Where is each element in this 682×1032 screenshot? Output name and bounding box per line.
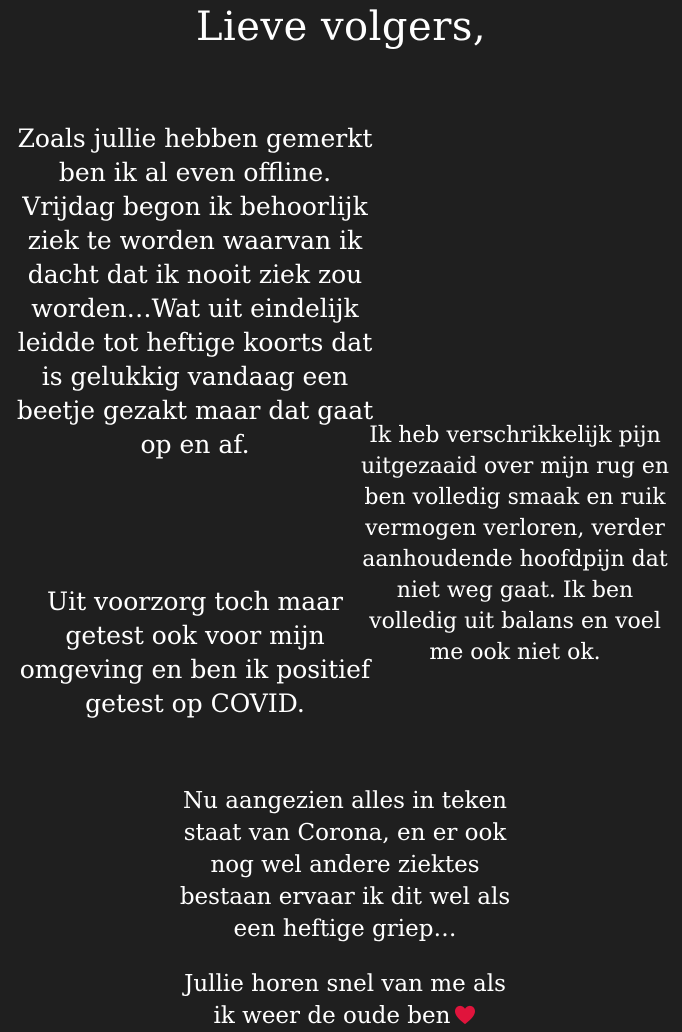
paragraph-closing xyxy=(170,968,520,1032)
text-line: dacht dat ik nooit ziek zou xyxy=(27,260,363,289)
text-line: niet weg gaat. Ik ben xyxy=(396,578,634,603)
text-line-with-emoji xyxy=(170,1000,520,1032)
text-line: aanhoudende hoofdpijn dat xyxy=(362,547,668,572)
text-line: nog wel andere ziektes xyxy=(210,852,480,878)
text-line: ben volledig smaak en ruik xyxy=(364,485,666,510)
text-line: omgeving en ben ik positief xyxy=(19,655,371,684)
post-title: Lieve volgers, xyxy=(195,4,487,50)
text-line: beetje gezakt maar dat gaat xyxy=(16,396,374,425)
text-line-text: ik weer de oude ben xyxy=(213,1003,451,1029)
text-line: Jullie horen snel van me als xyxy=(184,971,506,997)
text-line: staat van Corona, en er ook xyxy=(183,820,507,846)
text-line: uitgezaaid over mijn rug en xyxy=(360,454,670,479)
text-line: leidde tot heftige koorts dat xyxy=(17,328,373,357)
text-line: Ik heb verschrikkelijk pijn xyxy=(369,423,661,448)
text-line: Vrijdag begon ik behoorlijk xyxy=(22,192,368,221)
heart-icon xyxy=(454,1005,476,1025)
text-line: ben ik al even offline. xyxy=(58,158,332,187)
text-line: ziek te worden waarvan ik xyxy=(27,226,363,255)
text-line: bestaan ervaar ik dit wel als xyxy=(179,884,511,910)
text-line: worden…Wat uit eindelijk xyxy=(31,294,359,323)
text-line: is gelukkig vandaag een xyxy=(41,362,349,391)
paragraph-covid-test xyxy=(10,585,380,721)
paragraph-corona-context xyxy=(170,785,520,945)
text-line: volledig uit balans en voel xyxy=(369,609,661,634)
text-line: getest ook voor mijn xyxy=(65,621,325,650)
text-line: op en af. xyxy=(140,430,250,459)
text-line: Zoals jullie hebben gemerkt xyxy=(17,124,373,153)
text-line: me ook niet ok. xyxy=(429,640,601,665)
text-line: Nu aangezien alles in teken xyxy=(183,788,507,814)
paragraph-symptoms xyxy=(340,420,682,668)
text-line: Uit voorzorg toch maar xyxy=(47,587,343,616)
paragraph-illness-intro xyxy=(10,122,380,462)
text-line: getest op COVID. xyxy=(85,689,305,718)
text-line: een heftige griep… xyxy=(233,916,457,942)
text-line: vermogen verloren, verder xyxy=(365,516,665,541)
